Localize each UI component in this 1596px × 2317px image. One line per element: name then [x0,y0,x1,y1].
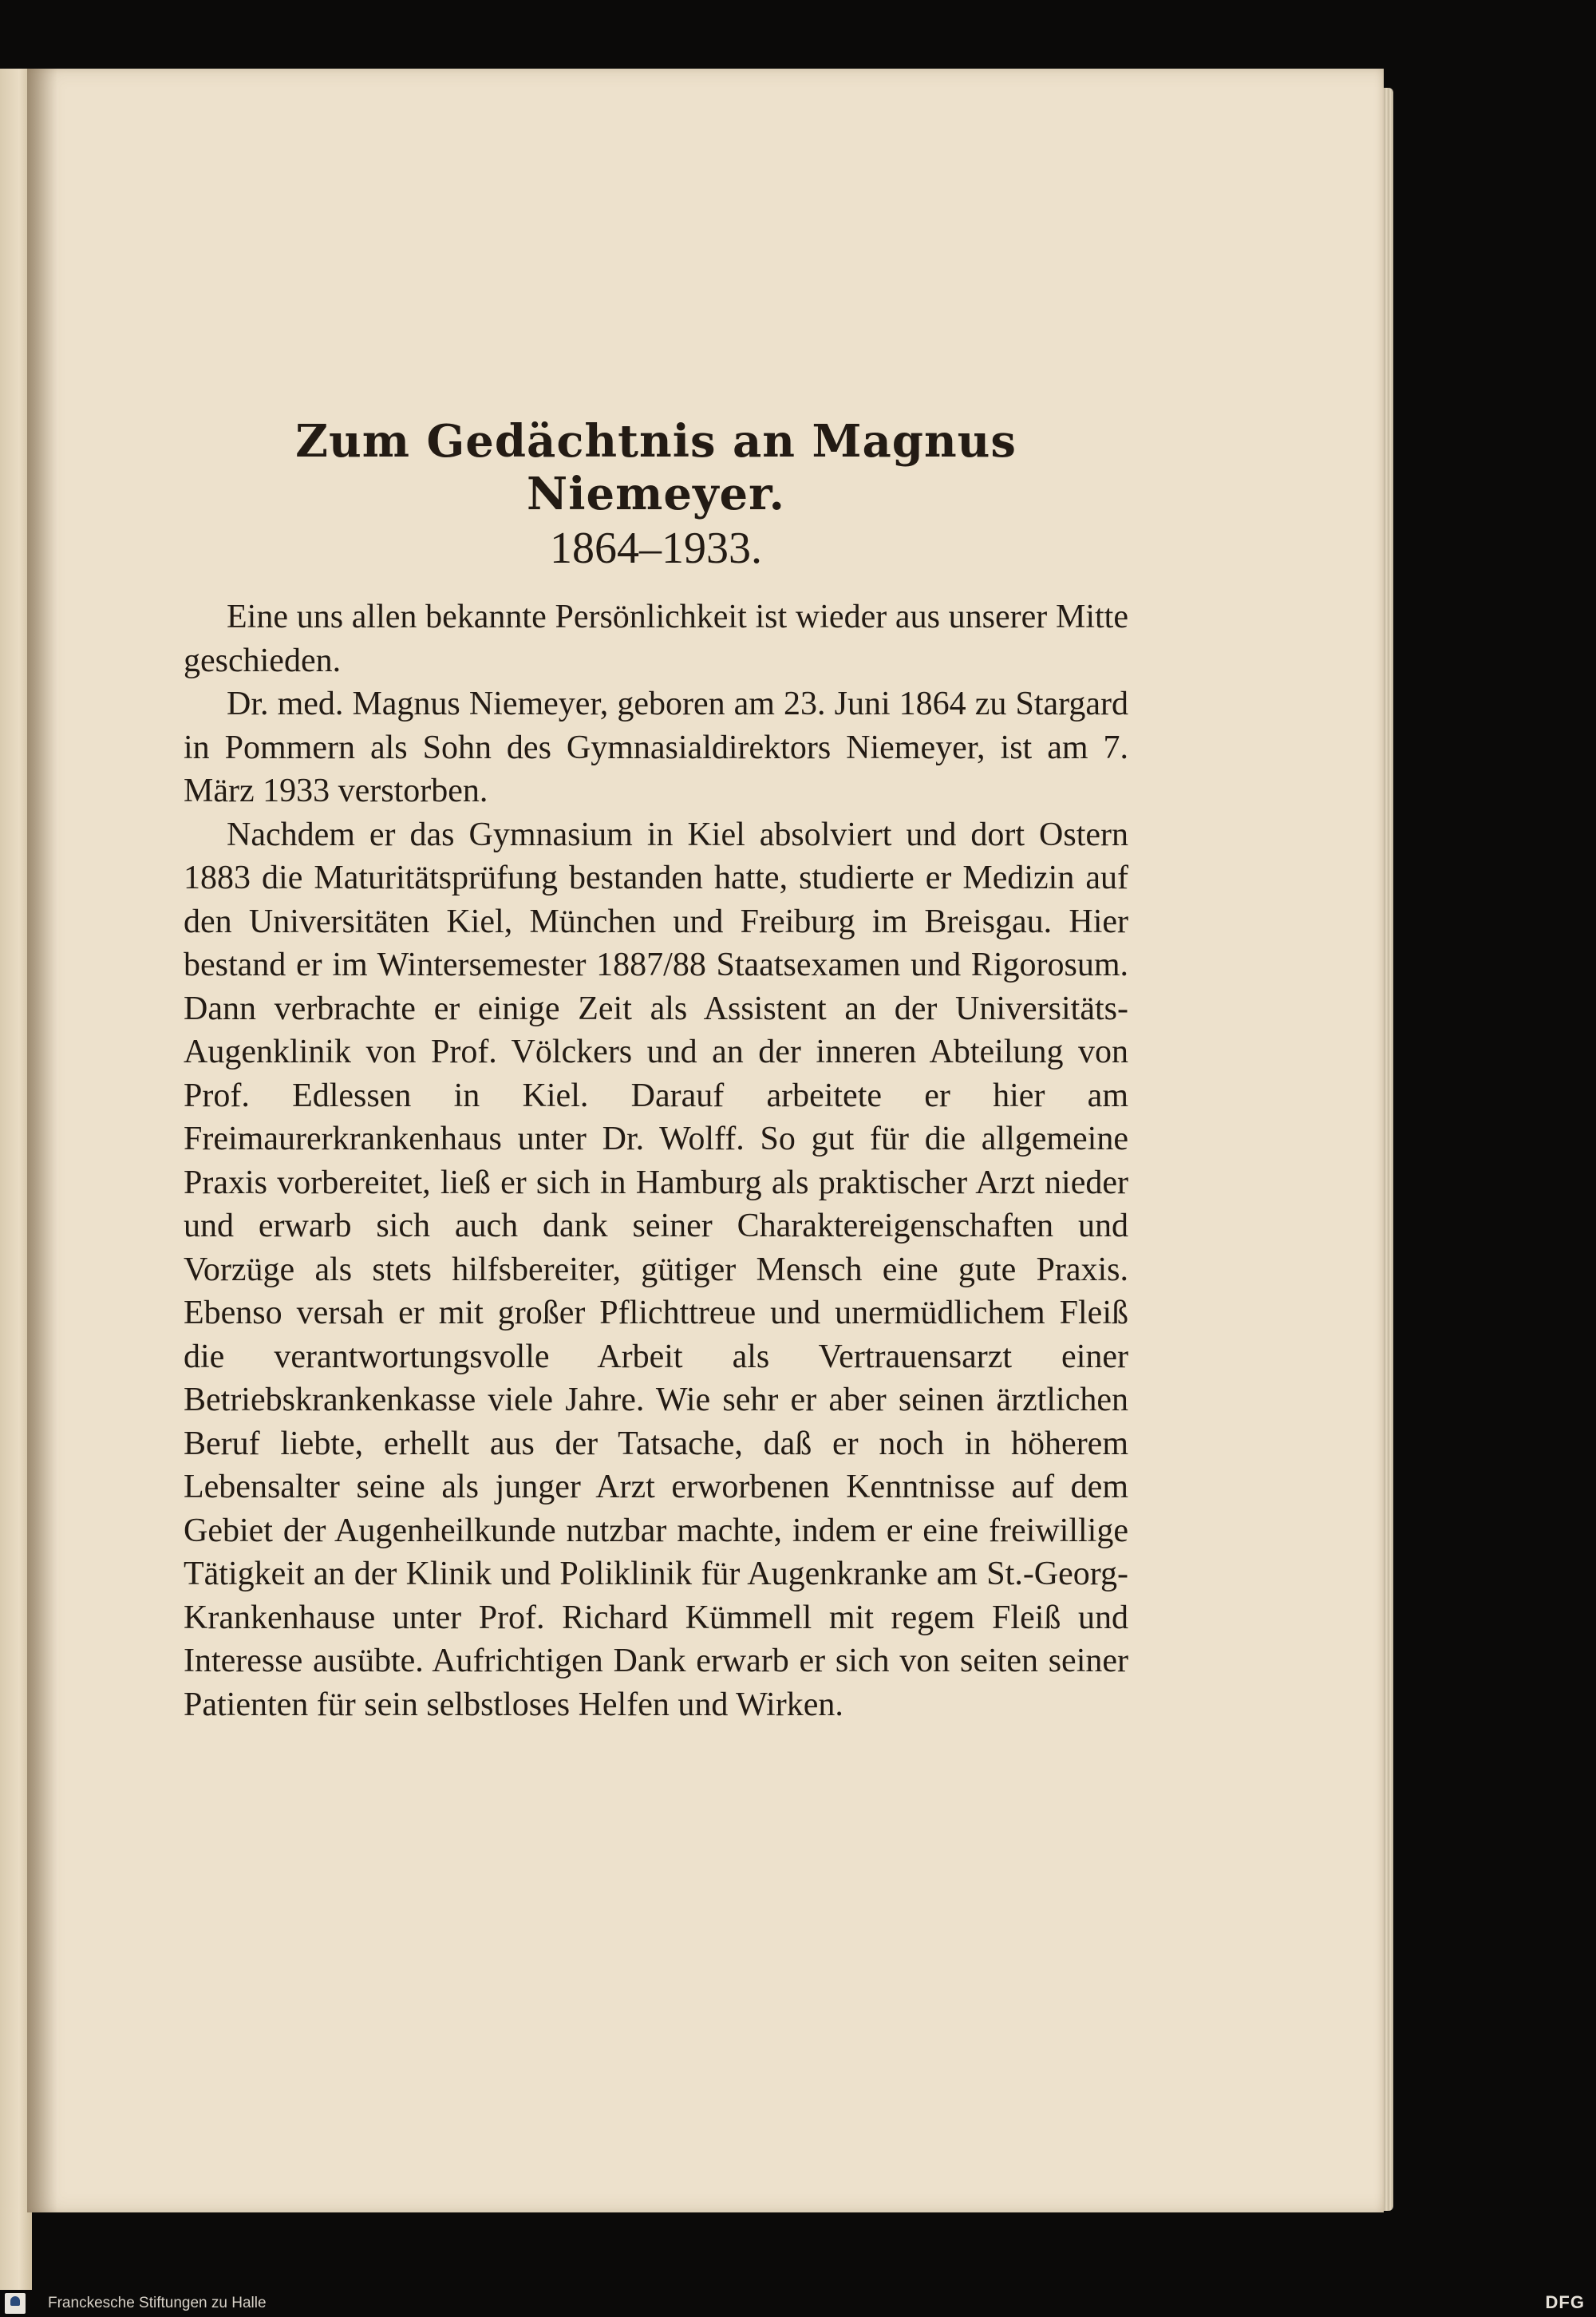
footer-institution: Franckesche Stiftungen zu Halle [48,2295,267,2311]
paragraph-2: Dr. med. Magnus Niemeyer, geboren am 23. Juni 1864 zu Stargard in Pommern als Sohn des Gymnasialdirektors Niemeyer, ist am 7. März 1933 verstorben. [184,686,1128,809]
page-title: Zum Gedächtnis an Magnus Niemeyer. [295,415,1017,520]
logo-mark [10,2296,20,2306]
dfg-badge: DFG [1545,2292,1585,2312]
paragraph-3: Nachdem er das Gymnasium in Kiel absolviert und dort Ostern 1883 die Maturitätsprüfung bestanden hatte, studierte er Medizin auf den Universitäten Kiel, München und Freiburg im Breisgau. Hier bestand er im Wintersemester 1887/88 Staatsexamen und Rigorosum. Dann verbrachte er einige Zeit als Assistent an der Universitäts-Augenklinik von Prof. Völckers und an der inneren Abteilung von Prof. Edlessen in Kiel. Darauf arbeitete er hier am Freimaurerkrankenhaus unter Dr. Wolff. So gut für die allgemeine Praxis vorbereitet, ließ er sich in Hamburg als praktischer Arzt nieder und erwarb sich auch dank seiner Charaktereigenschaften und Vorzüge als stets hilfsbereiter, gütiger Mensch eine gute Praxis. Ebenso versah er mit großer Pflichttreue und unermüdlichem Fleiß die verantwortungsvolle Arbeit als Vertrauensarzt einer Betriebskrankenkasse viele Jahre. Wie sehr er aber seinen ärztlichen Beruf liebte, erhellt aus der Tatsache, daß er noch in höherem Lebensalter seine als junger Arzt erworbenen Kenntnisse auf dem Gebiet der Augenheilkunde nutzbar machte, indem er eine freiwillige Tätigkeit an der Klinik und Poliklinik für Augenkranke am St.-Georg-Krankenhause unter Prof. Richard Kümmell mit regem Fleiß und Interesse ausübte. Aufrichtigen Dank erwarb er sich von seiten seiner Patienten für sein selbstloses Helfen und Wirken. [184,816,1128,1723]
institution-logo-icon [5,2293,26,2314]
paragraph-1: Eine uns allen bekannte Persönlichkeit ist wieder aus unserer Mitte geschieden. [184,599,1128,679]
page-content [184,415,1128,1726]
viewer-footer [0,2290,1596,2317]
life-dates: 1864–1933. [550,524,762,573]
gutter-shadow [27,69,57,2212]
